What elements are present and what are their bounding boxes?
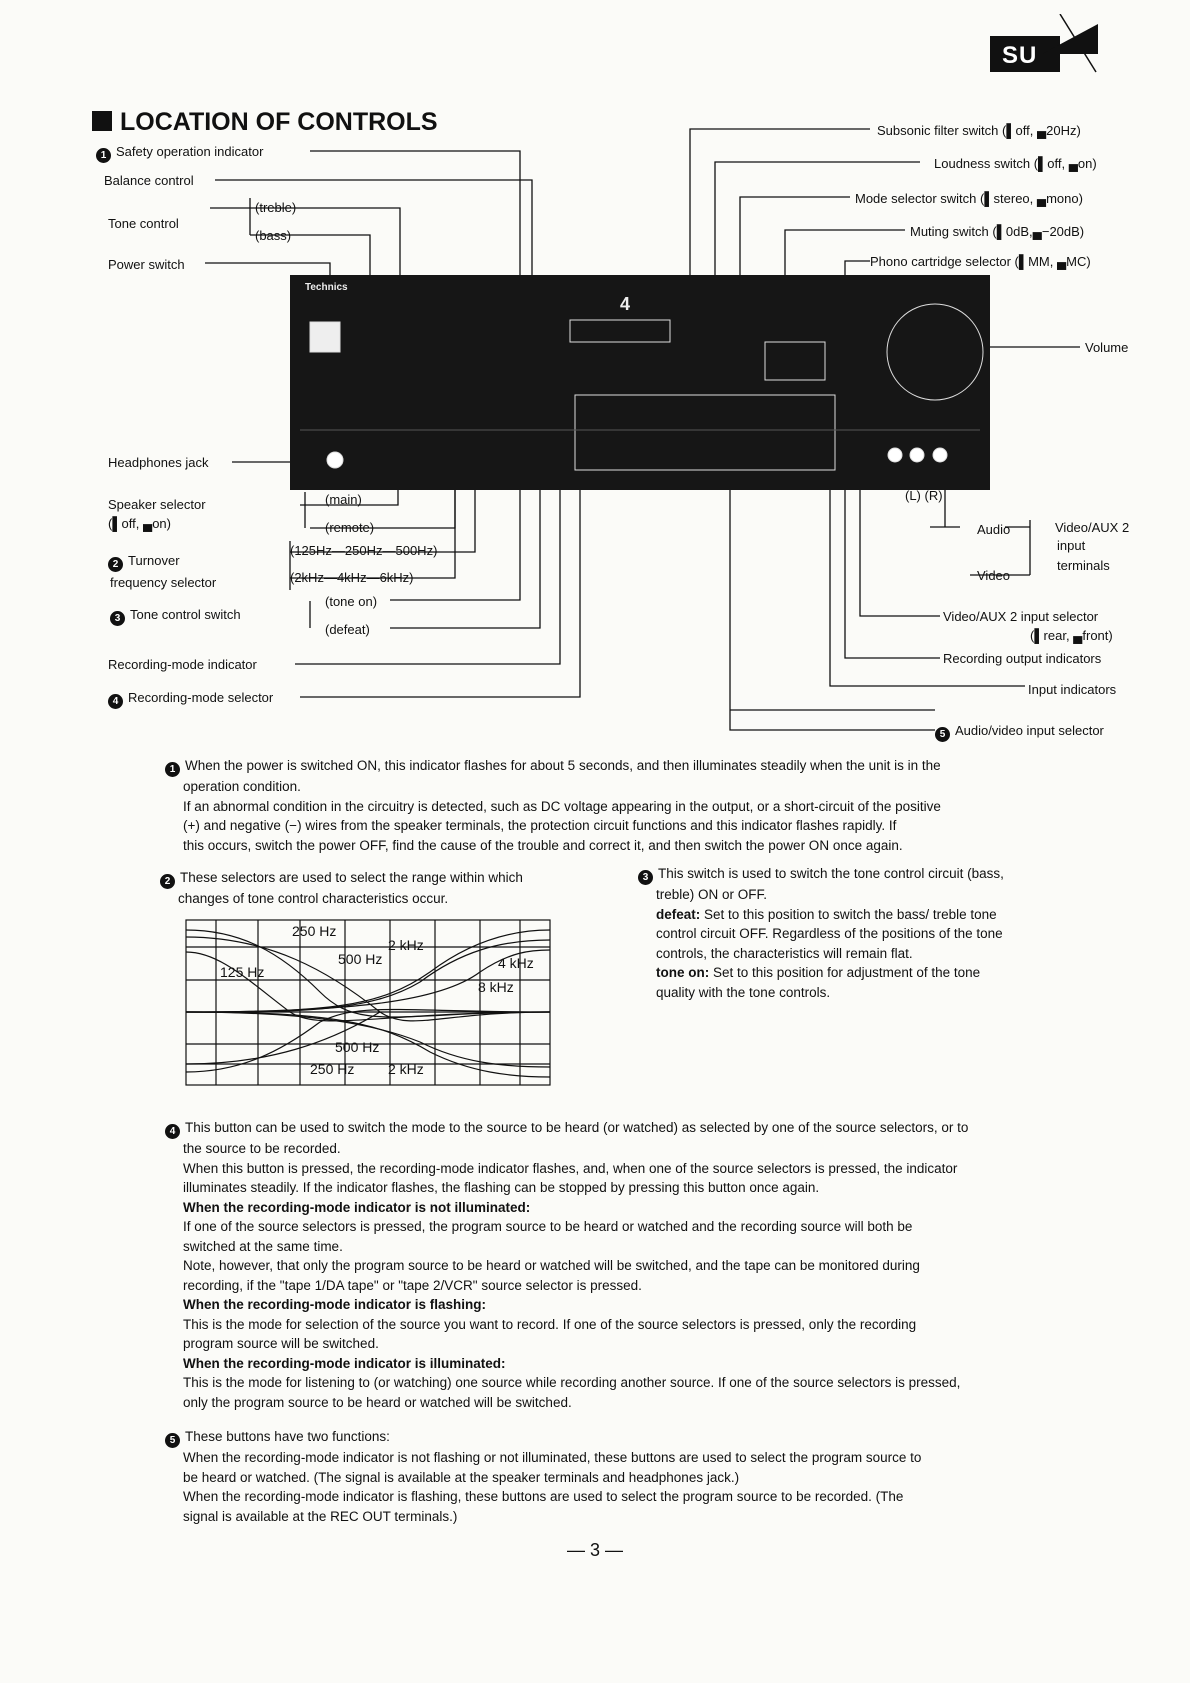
label-video-aux: Video/AUX 2	[1055, 520, 1130, 535]
note-5: 5 These buttons have two functions: When the recording-mode indicator is not flashing or not illuminated, these buttons are used to select the program source to be heard or watched. (The signal is available at the speaker terminals and headphones jack.) When the recording-mode indicator is flashing, these buttons are used to select the program source to be recorded. (The signal is available at the REC OUT terminals.)	[165, 1427, 1110, 1526]
svg-text:Technics: Technics	[305, 282, 348, 293]
label-aux-selector: Video/AUX 2 input selector	[943, 609, 1099, 624]
label-turnover: 2 Turnover	[108, 553, 180, 572]
note-3: 3 This switch is used to switch the tone control circuit (bass, treble) ON or OFF. defeat: Set to this position to switch the bass/ treble tone control circuit OFF. Regardless of the positions of the tone controls, the characteristics will remain flat. tone on: Set to this position for adjustment of the tone quality with the tone controls.	[638, 864, 1108, 1002]
label-subsonic: Subsonic filter switch (▌off, ▄20Hz)	[877, 123, 1081, 138]
label-treble: (treble)	[255, 200, 297, 215]
graph-label-8khz: 8 kHz	[478, 979, 514, 995]
label-rec-out: Recording output indicators	[943, 651, 1102, 666]
label-volume: Volume	[1085, 340, 1129, 355]
graph-label-2khz: 2 kHz	[388, 937, 424, 953]
label-tone-on: (tone on)	[325, 594, 378, 609]
label-turnover-high: (2kHz—4kHz—6kHz)	[290, 570, 414, 585]
label-speaker-selector: Speaker selector	[108, 497, 206, 512]
label-balance: Balance control	[104, 173, 194, 188]
label-turnover-sub: frequency selector	[110, 575, 217, 590]
note-1: 1 When the power is switched ON, this indicator flashes for about 5 seconds, and then illuminates steadily when the unit is in the operation condition. If an abnormal condition in the circuitry is detected, such as DC voltage appearing in the output, or a short-circuit of the positive (+) and negative (−) wires from the speaker terminals, the protection circuit functions and this indicator flashes rapidly. If this occurs, switch the power OFF, find the cause of the trouble and correct it, and then switch the power ON once again.	[165, 756, 1105, 855]
label-lr: (L) (R)	[905, 488, 943, 503]
page-number: — 3 —	[567, 1540, 624, 1560]
tone-characteristics-graph	[180, 912, 555, 1092]
label-remote: (remote)	[325, 520, 375, 535]
label-defeat: (defeat)	[325, 622, 370, 637]
svg-text:4: 4	[620, 294, 631, 314]
label-safety: 1 Safety operation indicator	[96, 144, 263, 163]
controls-diagram	[0, 0, 1190, 760]
graph-label-125hz: 125 Hz	[220, 964, 265, 980]
note-2: 2 These selectors are used to select the range within which changes of tone control characteristics occur.	[160, 868, 630, 909]
label-loudness: Loudness switch (▌off, ▄on)	[934, 156, 1097, 171]
model-tag: SU	[990, 14, 1098, 74]
graph-label-4khz: 4 kHz	[498, 955, 534, 971]
label-input-indicators: Input indicators	[1028, 682, 1117, 697]
label-tone-control: Tone control	[108, 216, 179, 231]
label-audio: Audio	[977, 522, 1011, 537]
label-muting: Muting switch (▌0dB,▄−20dB)	[910, 224, 1085, 239]
page-title: LOCATION OF CONTROLS	[92, 108, 438, 137]
note-4: 4 This button can be used to switch the mode to the source to be heard (or watched) as selected by one of the source selectors, or to the source to be recorded. When this button is pressed, the recording-mode indicator flashes, and, when one of the source selectors is pressed, the indicator illuminates steadily. If the indicator flashes, the flashing can be stopped by pressing this button once again. When the recording-mode indicator is not illuminated: If one of the source selectors is pressed, the program source to be heard or watched and the recording source will both be switched at the same time. Note, however, that only the program source to be heard or watched will be switched, and the tape can be monitored during recording, if the "tape 1/DA tape" or "tape 2/VCR" source selector is pressed. When the recording-mode indicator is flashing: This is the mode for selection of the source you want to record. If one of the source selectors is pressed, only the recording program source will be switched. When the recording-mode indicator is illuminated: This is the mode for listening to (or watching) one source while recording another source. If one of the source selectors is pressed, only the program source to be heard or watched will be switched.	[165, 1118, 1110, 1412]
label-terminals: terminals	[1057, 558, 1110, 573]
graph-label-500hz-bottom: 500 Hz	[335, 1039, 380, 1055]
graph-label-500hz: 500 Hz	[338, 951, 383, 967]
label-tone-switch: 3 Tone control switch	[110, 607, 241, 626]
label-mode: Mode selector switch (▌stereo, ▄mono)	[855, 191, 1083, 206]
label-phono: Phono cartridge selector (▌MM, ▄MC)	[870, 254, 1091, 269]
label-aux-states: (▌rear, ▄front)	[1030, 628, 1113, 643]
graph-label-250hz: 250 Hz	[292, 923, 337, 939]
label-main: (main)	[325, 492, 362, 507]
label-av-selector: 5 Audio/video input selector	[935, 723, 1104, 742]
label-rec-indicator: Recording-mode indicator	[108, 657, 257, 672]
label-rec-selector: 4 Recording-mode selector	[108, 690, 273, 709]
label-turnover-low: (125Hz—250Hz—500Hz)	[290, 543, 438, 558]
label-bass: (bass)	[255, 228, 292, 243]
label-headphones: Headphones jack	[108, 455, 209, 470]
label-video: Video	[977, 568, 1011, 583]
label-power: Power switch	[108, 257, 185, 272]
graph-label-250hz-bottom: 250 Hz	[310, 1061, 355, 1077]
label-input: input	[1057, 538, 1086, 553]
label-speaker-states: (▌off, ▄on)	[108, 516, 171, 531]
graph-label-2khz-bottom: 2 kHz	[388, 1061, 424, 1077]
